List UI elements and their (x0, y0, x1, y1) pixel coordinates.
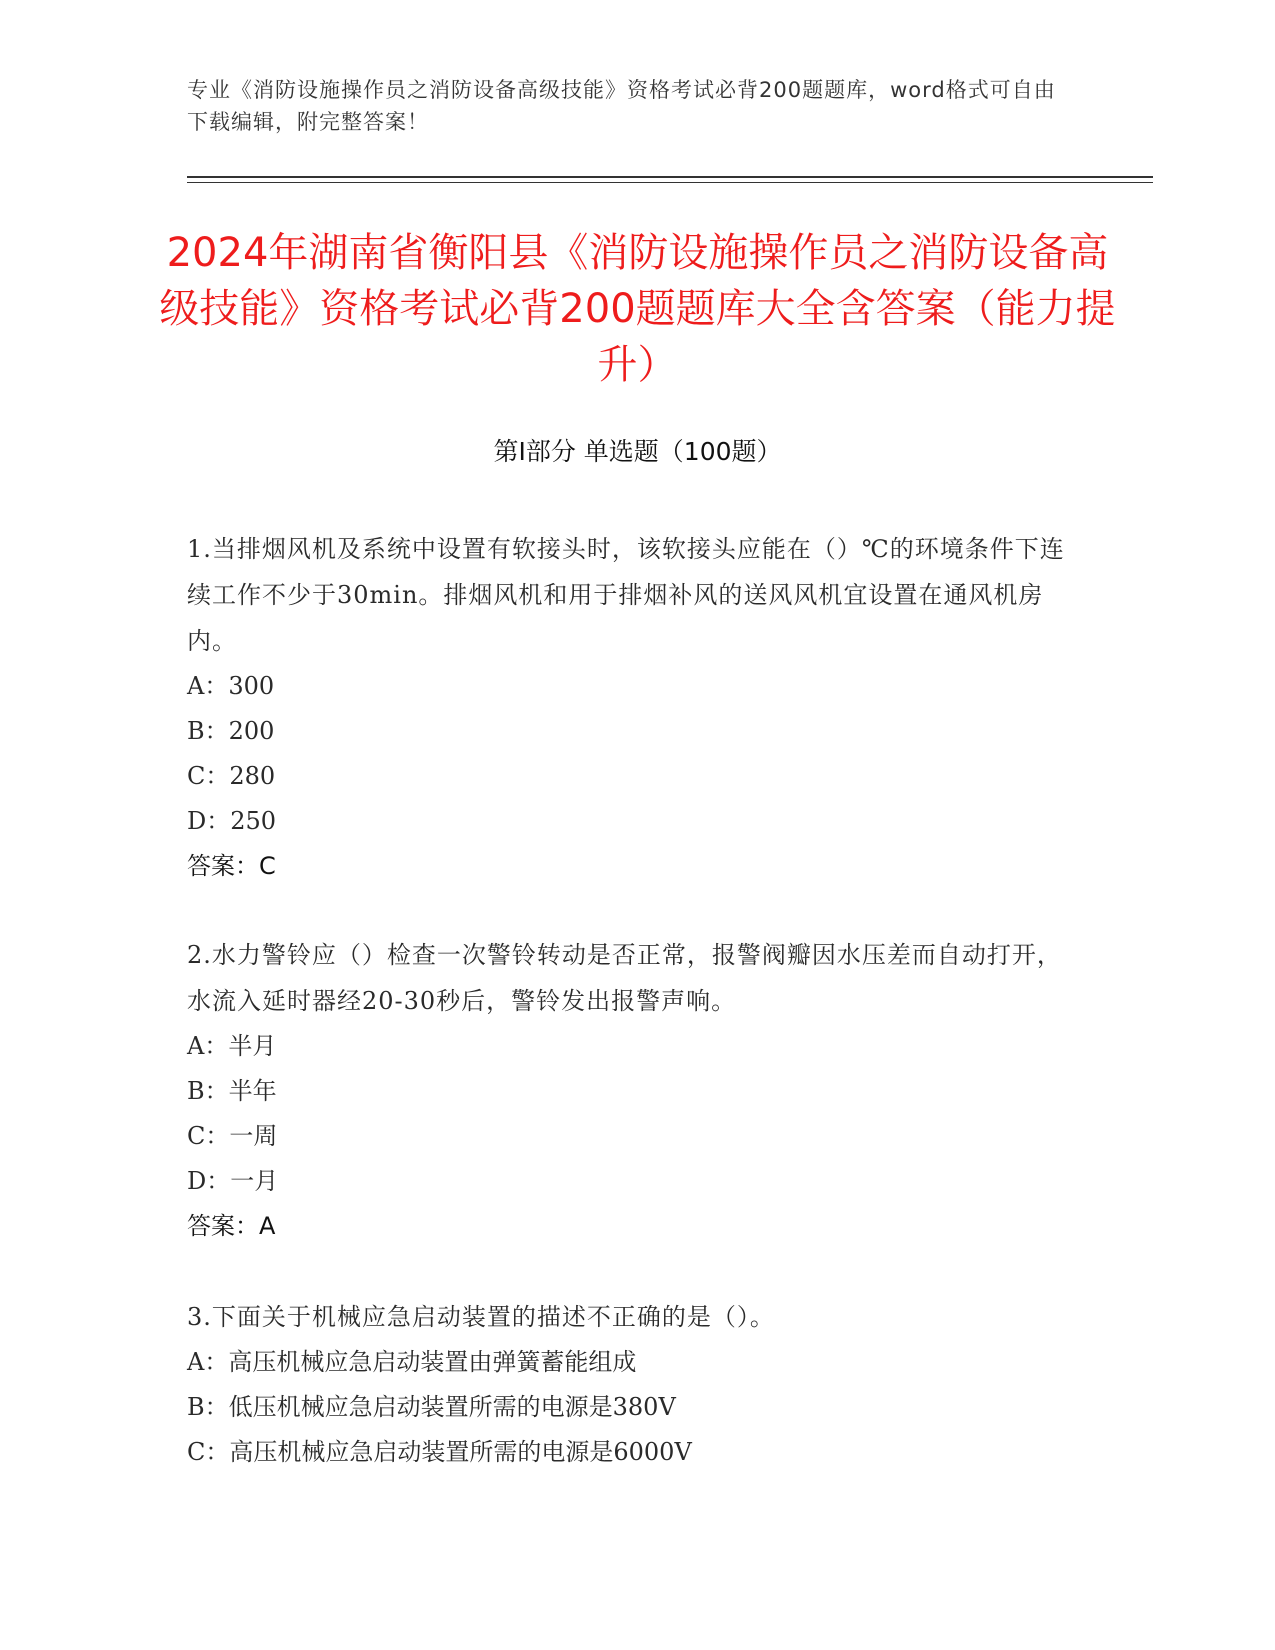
question-2 (187, 932, 1077, 1249)
header-note: 专业《消防设施操作员之消防设备高级技能》资格考试必背200题题库，word格式可自由下载编辑，附完整答案！ (187, 78, 1056, 134)
option-b: B：200 (187, 717, 275, 745)
option-b: B：低压机械应急启动装置所需的电源是380V (187, 1393, 676, 1421)
question-stem: 1.当排烟风机及系统中设置有软接头时，该软接头应能在（）℃的环境条件下连续工作不少于30min。排烟风机和用于排烟补风的送风风机宜设置在通风机房内。 (187, 535, 1065, 655)
question-stem: 2.水力警铃应（）检查一次警铃转动是否正常，报警阀瓣因水压差而自动打开，水流入延时器经20-30秒后，警铃发出报警声响。 (187, 941, 1062, 1015)
question-stem: 3.下面关于机械应急启动装置的描述不正确的是（）。 (187, 1303, 775, 1331)
option-d: D：250 (187, 807, 277, 835)
option-d: D：一月 (187, 1167, 279, 1195)
option-a: A：半月 (187, 1032, 277, 1060)
section-heading: 第I部分 单选题（100题） (493, 437, 782, 466)
question-1 (187, 526, 1077, 889)
option-c: C：280 (187, 762, 276, 790)
answer-label: 答案：A (187, 1212, 276, 1240)
header-divider-thin (187, 182, 1153, 183)
option-b: B：半年 (187, 1077, 277, 1105)
answer-label: 答案：C (187, 852, 276, 880)
header-divider-thick (187, 176, 1153, 178)
option-a: A：300 (187, 672, 275, 700)
document-title: 2024年湖南省衡阳县《消防设施操作员之消防设备高级技能》资格考试必背200题题库大全含答案（能力提升） (159, 230, 1116, 388)
option-c: C：一周 (187, 1122, 278, 1150)
option-a: A：高压机械应急启动装置由弹簧蓄能组成 (187, 1348, 637, 1376)
question-3 (187, 1294, 1077, 1475)
option-c: C：高压机械应急启动装置所需的电源是6000V (187, 1438, 692, 1466)
